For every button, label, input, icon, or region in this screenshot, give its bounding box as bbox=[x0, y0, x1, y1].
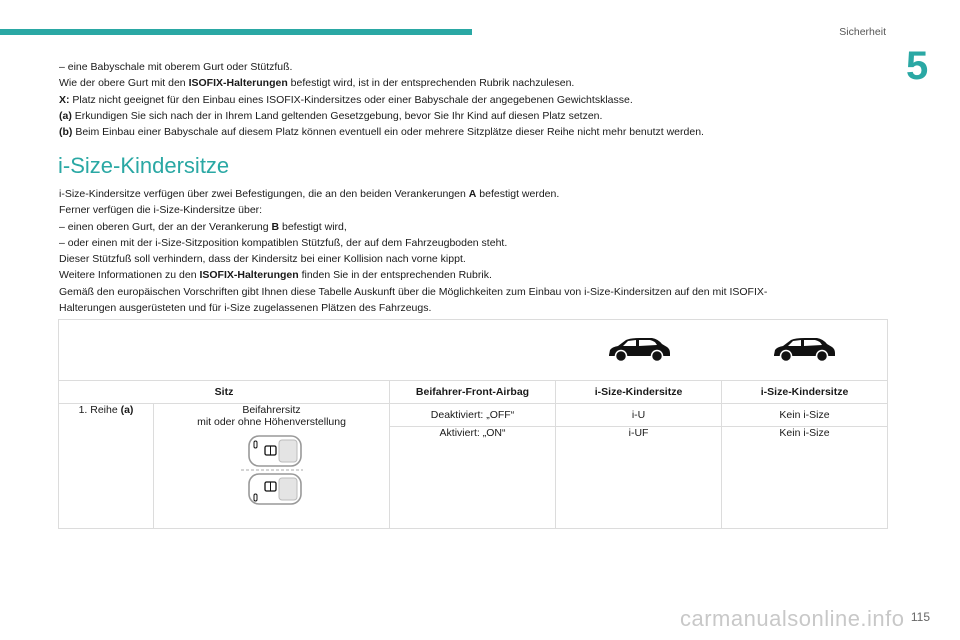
isize-cell: i-UF bbox=[556, 427, 722, 529]
section-heading: i-Size-Kindersitze bbox=[58, 153, 230, 178]
intro-line: Wie der obere Gurt mit den ISOFIX-Halterungen befestigt wird, ist in der entsprechenden Rubrik nachzulesen. bbox=[59, 77, 575, 90]
body-text bbox=[59, 186, 889, 316]
table-icon-row bbox=[59, 320, 888, 381]
body-line: i-Size-Kindersitze verfügen über zwei Befestigungen, die an den beiden Verankerungen A befestigt werden. bbox=[59, 188, 560, 200]
car-side-icon bbox=[606, 335, 672, 363]
intro-line: X: Platz nicht geeignet für den Einbau eines ISOFIX-Kindersitzes oder einer Babyschale der angegebenen Gewichtsklasse. bbox=[59, 93, 633, 106]
body-line: Gemäß den europäischen Vorschriften gibt Ihnen diese Tabelle Auskunft über die Möglichkeiten zum Einbau von i-Size-Kindersitzen auf den mit ISOFIX- bbox=[59, 285, 768, 298]
table-row bbox=[59, 404, 888, 427]
intro-line: (a) Erkundigen Sie sich nach der in Ihrem Land geltenden Gesetzgebung, bevor Sie Ihr Kind auf diesen Platz setzen. bbox=[59, 109, 603, 122]
intro-line: – eine Babyschale mit oberem Gurt oder Stützfuß. bbox=[59, 61, 293, 73]
body-line: – einen oberen Gurt, der an der Verankerung B befestigt wird, bbox=[59, 220, 347, 233]
body-line: Ferner verfügen die i-Size-Kindersitze über: bbox=[59, 204, 263, 217]
body-line: – oder einen mit der i-Size-Sitzposition kompatiblen Stützfuß, der auf dem Fahrzeugboden steht. bbox=[59, 236, 508, 249]
seat-cell: Beifahrersitz mit oder ohne Höhenverstellung bbox=[154, 404, 390, 529]
isize-table bbox=[58, 319, 888, 529]
isize-cell: Kein i-Size bbox=[722, 404, 888, 427]
intro-block bbox=[59, 59, 889, 140]
intro-line: (b) Beim Einbau einer Babyschale auf diesem Platz können eventuell ein oder mehrere Sitzplätze dieser Reihe nicht mehr benutzt werden. bbox=[59, 126, 704, 139]
page-number: 115 bbox=[910, 610, 930, 624]
header-cell-isize: i-Size-Kindersitze bbox=[722, 381, 888, 404]
isize-cell: i-U bbox=[556, 404, 722, 427]
airbag-cell: Deaktiviert: „OFF“ bbox=[390, 404, 556, 427]
seat-layout-icon bbox=[239, 432, 305, 512]
table-header-row bbox=[59, 381, 888, 404]
body-line: Weitere Informationen zu den ISOFIX-Halterungen finden Sie in der entsprechenden Rubrik. bbox=[59, 269, 492, 282]
car-side-icon bbox=[771, 335, 837, 363]
airbag-cell: Aktiviert: „ON“ bbox=[390, 427, 556, 529]
body-line: Halterungen ausgerüsteten und für i-Size zugelassenen Plätzen des Fahrzeugs. bbox=[59, 302, 432, 315]
isize-cell: Kein i-Size bbox=[722, 427, 888, 529]
watermark: carmanualsonline.info bbox=[680, 606, 905, 631]
car-icon-cell bbox=[556, 320, 722, 381]
body-line: Dieser Stützfuß soll verhindern, dass der Kindersitz bei einer Kollision nach vorne kippt. bbox=[59, 253, 466, 266]
header-cell-isize: i-Size-Kindersitze bbox=[556, 381, 722, 404]
header-cell-airbag: Beifahrer-Front-Airbag bbox=[390, 381, 556, 404]
section-title: Sicherheit bbox=[839, 26, 886, 38]
header-cell-seat: Sitz bbox=[59, 381, 390, 404]
chapter-number: 5 bbox=[906, 44, 929, 88]
row-label-cell: 1. Reihe (a) bbox=[59, 404, 154, 529]
car-icon-cell bbox=[722, 320, 888, 381]
header-accent-bar bbox=[0, 29, 472, 35]
